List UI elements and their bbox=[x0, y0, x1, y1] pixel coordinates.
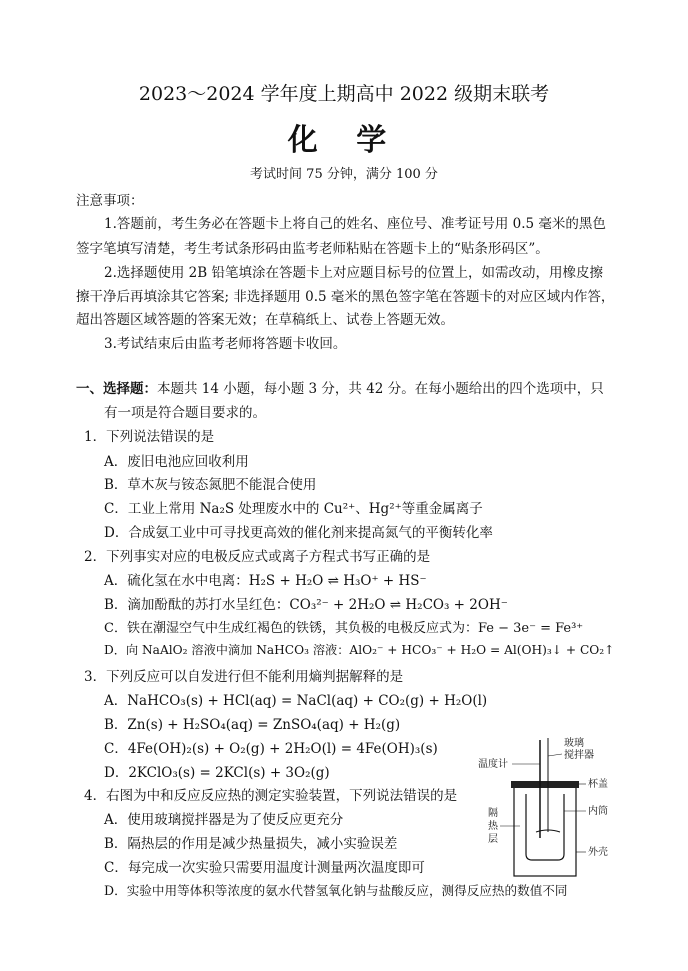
notes-heading: 注意事项： bbox=[76, 193, 144, 209]
q4-option-c: C．每完成一次实验只需要用温度计测量两次温度即可 bbox=[104, 860, 425, 876]
label-insulation-3: 层 bbox=[488, 834, 498, 845]
note-2-line-3: 超出答题区域答题的答案无效；在草稿纸上、试卷上答题无效。 bbox=[76, 312, 454, 328]
q4-option-b: B．隔热层的作用是减少热量损失，减小实验误差 bbox=[104, 836, 398, 852]
note-1-line-2: 签字笔填写清楚，考生考试条形码由监考老师粘贴在答题卡上的“贴条形码区”。 bbox=[76, 241, 549, 257]
label-inner: 内筒 bbox=[588, 806, 608, 817]
q3-stem: 3．下列反应可以自发进行但不能利用熵判据解释的是 bbox=[84, 669, 404, 685]
q2-option-c: C．铁在潮湿空气中生成红褐色的铁锈，其负极的电极反应式为：Fe − 3e⁻ = Fe³⁺ bbox=[104, 621, 584, 636]
q2-option-d: D．向 NaAlO₂ 溶液中滴加 NaHCO₃ 溶液：AlO₂⁻ + HCO₃⁻ + H₂O = Al(OH)₃↓ + CO₂↑ bbox=[104, 643, 615, 657]
q3-option-d: D．2KClO₃(s) = 2KCl(s) + 3O₂(g) bbox=[104, 765, 330, 781]
q4-stem: 4．右图为中和反应反应热的测定实验装置，下列说法错误的是 bbox=[84, 788, 458, 804]
subject-title: 化 学 bbox=[287, 123, 401, 158]
note-1-line-1: 1.答题前，考生务必在答题卡上将自己的姓名、座位号、准考证号用 0.5 毫米的黑色 bbox=[104, 216, 606, 232]
inner-cup bbox=[526, 794, 564, 860]
q2-option-a: A．硫化氢在水中电离：H₂S + H₂O ⇌ H₃O⁺ + HS⁻ bbox=[104, 573, 427, 589]
label-insulation-1: 隔 bbox=[488, 808, 498, 819]
lid-shape bbox=[511, 781, 579, 788]
exam-title: 2023～2024 学年度上期高中 2022 级期末联考 bbox=[138, 83, 550, 105]
q2-option-b: B．滴加酚酞的苏打水呈红色：CO₃²⁻ + 2H₂O ⇌ H₂CO₃ + 2OH⁻ bbox=[104, 597, 508, 613]
q3-option-b: B．Zn(s) + H₂SO₄(aq) = ZnSO₄(aq) + H₂(g) bbox=[104, 717, 401, 733]
q3-option-a: A．NaHCO₃(s) + HCl(aq) = NaCl(aq) + CO₂(g) + H₂O(l) bbox=[104, 693, 488, 709]
q4-option-a: A．使用玻璃搅拌器是为了使反应更充分 bbox=[104, 812, 344, 828]
exam-duration: 考试时间 75 分钟，满分 100 分 bbox=[250, 167, 438, 182]
note-2-line-2: 擦干净后再填涂其它答案; 非选择题用 0.5 毫米的黑色签字笔在答题卡的对应区域内作答， bbox=[76, 289, 615, 305]
label-thermometer: 温度计 bbox=[478, 759, 508, 770]
label-outer: 外壳 bbox=[588, 847, 608, 858]
q1-option-c: C．工业上常用 Na₂S 处理废水中的 Cu²⁺、Hg²⁺等重金属离子 bbox=[104, 501, 483, 517]
label-stirrer-2: 搅拌器 bbox=[564, 750, 594, 761]
calorimeter-diagram bbox=[478, 736, 608, 886]
label-stirrer-1: 玻璃 bbox=[564, 738, 584, 749]
q1-option-d: D．合成氨工业中可寻找更高效的催化剂来提高氮气的平衡转化率 bbox=[104, 525, 493, 541]
q3-option-c: C．4Fe(OH)₂(s) + O₂(g) + 2H₂O(l) = 4Fe(OH)₃(s) bbox=[104, 741, 438, 757]
q1-option-a: A．废旧电池应回收利用 bbox=[104, 454, 249, 470]
section-1-heading bbox=[76, 377, 604, 397]
outer-shell bbox=[514, 786, 576, 876]
note-3: 3.考试结束后由监考老师将答题卡收回。 bbox=[104, 336, 347, 352]
q1-stem: 1．下列说法错误的是 bbox=[84, 429, 215, 445]
q2-stem: 2．下列事实对应的电极反应式或离子方程式书写正确的是 bbox=[84, 549, 431, 565]
section-1-text: 本题共 14 小题，每小题 3 分，共 42 分。在每小题给出的四个选项中，只 bbox=[157, 381, 604, 397]
section-1-text-2: 有一项是符合题目要求的。 bbox=[104, 405, 266, 421]
label-lid: 杯盖 bbox=[588, 779, 608, 790]
label-insulation-2: 热 bbox=[488, 821, 498, 832]
section-1-lead: 一、选择题： bbox=[76, 381, 157, 397]
q4-option-d: D．实验中用等体积等浓度的氨水代替氢氧化钠与盐酸反应，测得反应热的数值不同 bbox=[104, 883, 568, 898]
q1-option-b: B．草木灰与铵态氮肥不能混合使用 bbox=[104, 477, 317, 493]
note-2-line-1: 2.选择题使用 2B 铅笔填涂在答题卡上对应题目标号的位置上，如需改动，用橡皮擦 bbox=[104, 265, 603, 281]
